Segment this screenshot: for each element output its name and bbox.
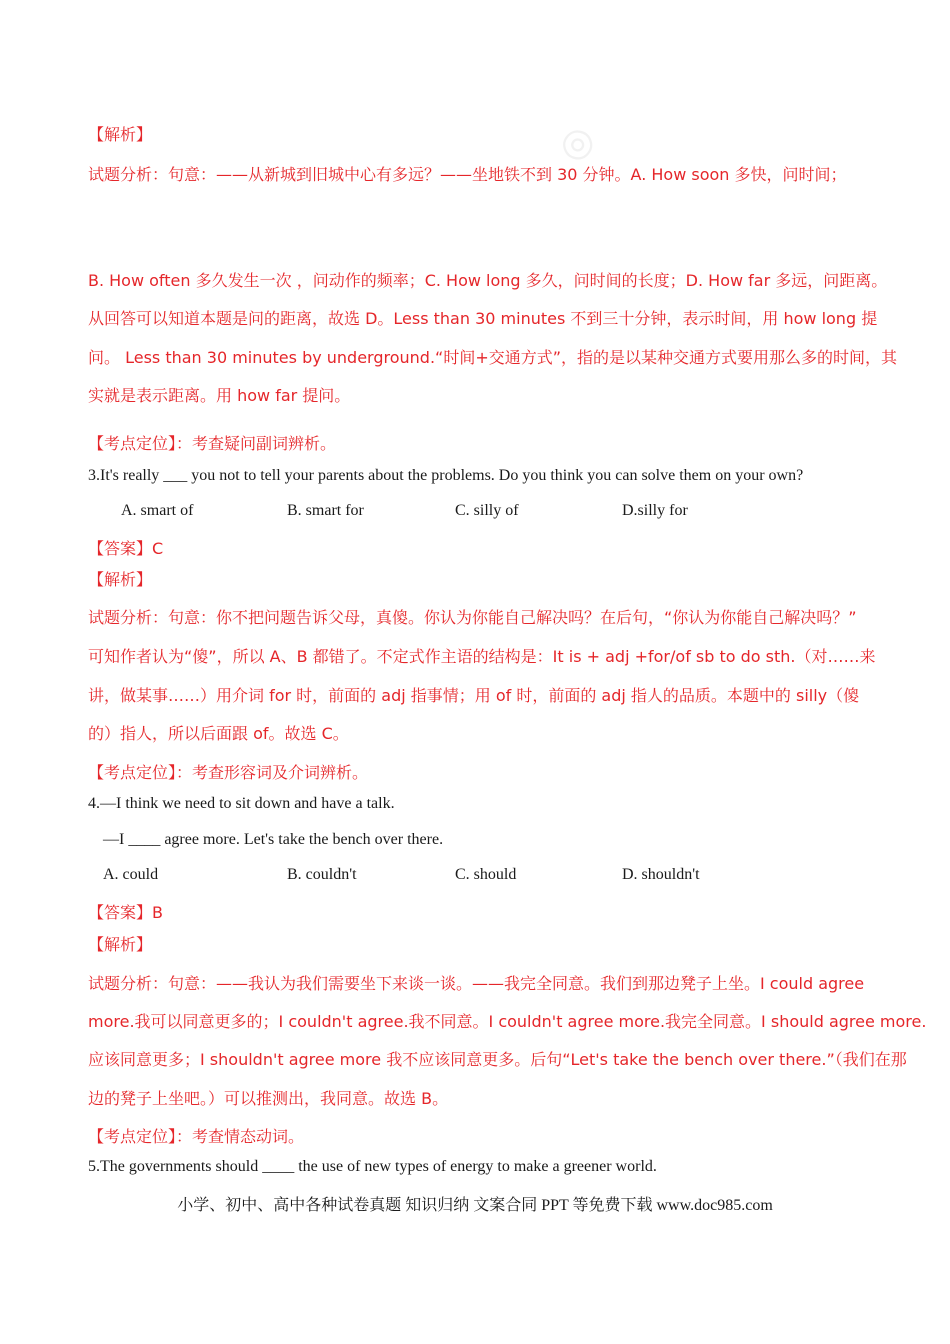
watermark: ◎ xyxy=(553,115,600,169)
analysis-text: 从回答可以知道本题是问的距离，故选 D。Less than 30 minutes 不到三十分钟，表示时间，用 how long 提 xyxy=(88,309,878,328)
answer-label: 【答案】 xyxy=(88,539,153,558)
analysis-heading: 【解析】 xyxy=(88,125,153,144)
option-d: D.silly for xyxy=(622,502,688,519)
knowledge-point-text: 考查形容词及介词辨析。 xyxy=(192,763,369,782)
option-c: C. silly of xyxy=(455,502,519,519)
analysis-text: 的）指人，所以后面跟 of。故选 C。 xyxy=(88,724,349,743)
analysis-text: 实就是表示距离。用 how far 提问。 xyxy=(88,386,351,405)
analysis-heading: 【解析】 xyxy=(88,935,153,954)
analysis-text: 可知作者认为“傻”，所以 A、B 都错了。不定式作主语的结构是：It is + adj +for/of sb to do sth.（对……来 xyxy=(88,647,876,666)
analysis-heading: 【解析】 xyxy=(88,570,153,589)
knowledge-point xyxy=(88,431,866,454)
option-d: D. shouldn't xyxy=(622,866,700,883)
analysis-text: 试题分析：句意：——我认为我们需要坐下来谈一谈。——我完全同意。我们到那边凳子上坐。I could agree xyxy=(88,974,865,993)
answer-line xyxy=(88,536,866,559)
analysis-text: 边的凳子上坐吧。）可以推测出，我同意。故选 B。 xyxy=(88,1089,449,1108)
knowledge-point-label: 【考点定位】： xyxy=(88,434,193,453)
question-stem: 4.—I think we need to sit down and have a talk. xyxy=(88,795,395,812)
knowledge-point-text: 考查情态动词。 xyxy=(192,1127,305,1146)
question-stem: 3.It's really ___ you not to tell your parents about the problems. Do you think you can solve them on your own? xyxy=(88,467,804,484)
analysis-text: 应该同意更多；I shouldn't agree more 我不应该同意更多。后句“Let's take the bench over there.”（我们在那 xyxy=(88,1050,907,1069)
option-a: A. could xyxy=(103,866,159,883)
option-b: B. couldn't xyxy=(287,866,357,883)
option-a: A. smart of xyxy=(121,502,194,519)
analysis-text: 讲，做某事……）用介词 for 时，前面的 adj 指事情；用 of 时，前面的 adj 指人的品质。本题中的 silly（傻 xyxy=(88,686,860,705)
knowledge-point-text: 考查疑问副词辨析。 xyxy=(192,434,337,453)
page-footer: 小学、初中、高中各种试卷真题 知识归纳 文案合同 PPT 等免费下载 www.doc985.com xyxy=(177,1197,773,1214)
analysis-text: 试题分析：句意：你不把问题告诉父母，真傻。你认为你能自己解决吗？在后句，“你认为你能自己解决吗？” xyxy=(88,608,857,627)
answer-label: 【答案】 xyxy=(88,903,153,922)
analysis-text: B. How often 多久发生一次 ，问动作的频率；C. How long 多久，问时间的长度；D. How far 多远，问距离。 xyxy=(88,271,888,290)
answer-line xyxy=(88,900,866,923)
analysis-text: more.我可以同意更多的；I couldn't agree.我不同意。I couldn't agree more.我完全同意。I should agree more. xyxy=(88,1012,927,1031)
option-b: B. smart for xyxy=(287,502,364,519)
question-stem: 5.The governments should ____ the use of new types of energy to make a greener world. xyxy=(88,1158,657,1175)
option-c: C. should xyxy=(455,866,517,883)
analysis-text: 问。 Less than 30 minutes by underground.“时间+交通方式”，指的是以某种交通方式要用那么多的时间，其 xyxy=(88,348,898,367)
question-stem: —I ____ agree more. Let's take the bench over there. xyxy=(103,831,444,848)
knowledge-point xyxy=(88,760,866,783)
answer-value: C xyxy=(152,539,164,558)
knowledge-point-label: 【考点定位】： xyxy=(88,763,193,782)
analysis-text: 试题分析：句意：——从新城到旧城中心有多远？——坐地铁不到 30 分钟。A. How soon 多快，问时间； xyxy=(88,165,847,184)
answer-value: B xyxy=(152,903,163,922)
knowledge-point xyxy=(88,1124,866,1147)
knowledge-point-label: 【考点定位】： xyxy=(88,1127,193,1146)
